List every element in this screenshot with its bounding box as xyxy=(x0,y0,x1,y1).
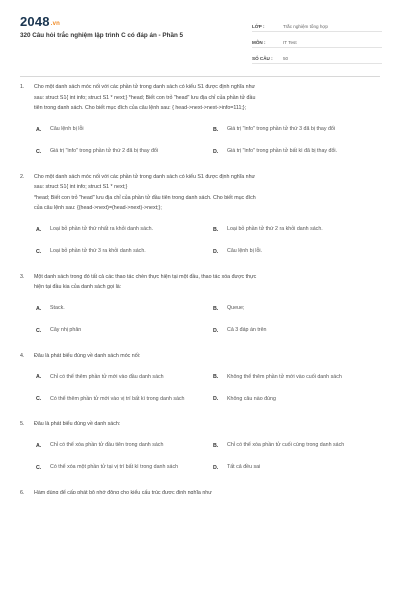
option-text: Chỉ có thể xóa phần tử cuối cùng trong danh sách xyxy=(227,442,345,448)
answer-option[interactable] xyxy=(213,390,382,408)
question-number: 5. xyxy=(20,421,25,427)
site-logo[interactable] xyxy=(20,14,60,29)
answer-option[interactable] xyxy=(36,437,205,455)
answer-option[interactable] xyxy=(213,143,382,161)
meta-label: SỐ CÂU : xyxy=(252,56,273,61)
question-text-line: hiện tại đầu kia của danh sách gọi là: xyxy=(34,284,122,290)
option-text: Queue; xyxy=(227,305,245,311)
option-letter: B. xyxy=(213,126,219,133)
option-text: Giá trị "info" trong phần tử bất kì đã bị thay đổi. xyxy=(227,148,338,154)
answer-options xyxy=(20,437,382,477)
option-text: Câu lệnh bị lỗi. xyxy=(227,248,263,254)
answer-options xyxy=(20,300,382,340)
option-text: Có thể thêm phần tử mới vào vị trí bất kì trong danh sách xyxy=(50,395,185,402)
answer-option[interactable] xyxy=(36,390,205,408)
question-stem xyxy=(20,351,382,362)
question-text-line: Hàm dùng để cấp phát bộ nhớ động cho kiểu cấu trúc được định nghĩa như xyxy=(34,489,212,494)
question-text-line: Một danh sách trong đó tất cả các thao tác chèn thực hiện tại một đầu, thao tác xóa được thực xyxy=(34,273,257,280)
option-letter: B. xyxy=(213,442,219,449)
question-number: 2. xyxy=(20,173,25,180)
question-stem xyxy=(20,488,382,494)
meta-value: 50 xyxy=(283,56,289,61)
option-letter: D. xyxy=(213,396,219,402)
answer-options xyxy=(20,368,382,408)
meta-table xyxy=(252,16,382,64)
answer-option[interactable] xyxy=(36,143,205,161)
question-4 xyxy=(20,351,382,409)
question-text xyxy=(34,419,382,430)
option-text: Không câu nào đúng xyxy=(227,395,276,402)
meta-row-count xyxy=(252,48,382,64)
option-text: Stack. xyxy=(50,305,65,311)
answer-option[interactable] xyxy=(36,221,205,239)
option-letter: D. xyxy=(213,148,219,155)
answer-option[interactable] xyxy=(213,459,382,477)
answer-option[interactable] xyxy=(36,121,205,139)
option-text: Loại bỏ phần tử thứ nhất ra khỏi danh sách. xyxy=(50,226,154,232)
question-text-line: Đâu là phát biểu đúng về danh sách: xyxy=(34,421,121,427)
answer-option[interactable] xyxy=(213,300,382,318)
answer-option[interactable] xyxy=(36,243,205,261)
answer-options xyxy=(20,221,382,261)
option-letter: D. xyxy=(213,248,219,255)
question-number: 3. xyxy=(20,273,25,280)
question-number: 4. xyxy=(20,352,25,359)
option-letter: C. xyxy=(36,327,42,334)
question-1 xyxy=(20,82,382,161)
document-title: 320 Câu hỏi trắc nghiệm lập trình C có đáp án - Phần 5 xyxy=(20,32,184,39)
option-letter: A. xyxy=(36,126,42,133)
question-text-line: của câu lệnh sau: {(head->next)=(head->next)->next;}; xyxy=(34,205,162,211)
option-letter: D. xyxy=(213,327,219,334)
option-text: Tất cả đều sai xyxy=(227,464,261,470)
logo-suffix: .vn xyxy=(50,21,61,27)
meta-row-subject xyxy=(252,32,382,48)
meta-value: Trắc nghiệm tổng hợp xyxy=(283,24,328,29)
option-letter: A. xyxy=(36,305,42,312)
meta-label: LỚP : xyxy=(252,24,265,29)
question-text-line: sau: struct S1{ int info; struct S1 * next;} xyxy=(34,184,128,190)
option-letter: B. xyxy=(213,305,219,312)
question-2 xyxy=(20,172,382,261)
question-text xyxy=(34,351,382,362)
question-text-line: tiên trong danh sách. Cho biết mục đích của câu lệnh sau: { head->next->next->info=111;}; xyxy=(34,105,247,111)
question-list xyxy=(20,82,382,505)
question-stem xyxy=(20,82,382,114)
logo-text: 2048 xyxy=(20,14,50,29)
meta-label: MÔN : xyxy=(252,40,266,45)
option-text: Cả 3 đáp án trên xyxy=(227,327,267,333)
option-text: Không thể thêm phần tử mới vào cuối danh sách xyxy=(227,373,342,380)
answer-options xyxy=(20,121,382,161)
question-text-line: Cho một danh sách móc nối với các phần tử trong danh sách có kiểu S1 được định nghĩa như xyxy=(34,84,256,90)
option-letter: B. xyxy=(213,226,219,233)
option-letter: A. xyxy=(36,442,42,449)
option-letter: C. xyxy=(36,464,42,471)
answer-option[interactable] xyxy=(213,243,382,261)
question-stem xyxy=(20,172,382,214)
answer-option[interactable] xyxy=(36,300,205,318)
question-3 xyxy=(20,272,382,340)
question-stem xyxy=(20,272,382,293)
option-text: Cây nhị phân xyxy=(50,327,82,333)
question-5 xyxy=(20,419,382,477)
answer-option[interactable] xyxy=(213,121,382,139)
question-text-line: sau: struct S1{ int info; struct S1 * next;} *head; Biết con trỏ "head" lưu địa chỉ của phần tử đầu xyxy=(34,94,256,101)
question-text xyxy=(34,172,382,214)
option-text: Giá trị "info" trong phần tử thứ 3 đã bị thay đổi xyxy=(227,126,336,132)
question-text xyxy=(34,272,382,293)
question-6 xyxy=(20,488,382,494)
answer-option[interactable] xyxy=(36,322,205,340)
question-stem xyxy=(20,419,382,430)
option-letter: D. xyxy=(213,464,219,471)
option-letter: C. xyxy=(36,248,42,255)
option-text: Câu lệnh bị lỗi xyxy=(50,126,84,132)
answer-option[interactable] xyxy=(213,437,382,455)
question-text xyxy=(34,82,382,114)
option-text: Loại bỏ phần tử thứ 2 ra khỏi danh sách. xyxy=(227,226,323,232)
option-text: Có thể xóa một phần tử tại vị trí bất kì trong danh sách xyxy=(50,464,179,470)
header-divider xyxy=(20,76,380,77)
option-letter: B. xyxy=(213,374,219,380)
question-text-line: Cho một danh sách móc nối với các phần tử trong danh sách có kiểu S1 được định nghĩa như xyxy=(34,173,256,180)
answer-option[interactable] xyxy=(36,368,205,386)
meta-value: IT Test xyxy=(283,40,297,45)
option-text: Loại bỏ phần tử thứ 3 ra khỏi danh sách. xyxy=(50,248,146,254)
option-text: Chỉ có thể xóa phần tử đầu tiên trong danh sách xyxy=(50,442,164,448)
meta-row-class xyxy=(252,16,382,32)
option-letter: A. xyxy=(36,374,42,380)
answer-option[interactable] xyxy=(36,459,205,477)
answer-option[interactable] xyxy=(213,368,382,386)
question-number: 6. xyxy=(20,489,25,494)
option-text: Chỉ có thể thêm phần tử mới vào đầu danh sách xyxy=(50,373,164,380)
answer-option[interactable] xyxy=(213,221,382,239)
option-letter: C. xyxy=(36,148,42,155)
option-text: Giá trị "info" trong phần tử thứ 2 đã bị thay đổi xyxy=(50,148,159,154)
answer-option[interactable] xyxy=(213,322,382,340)
option-letter: C. xyxy=(36,396,42,402)
question-number: 1. xyxy=(20,84,25,90)
question-text xyxy=(34,488,382,494)
option-letter: A. xyxy=(36,226,42,233)
question-text-line: *head; Biết con trỏ "head" lưu địa chỉ của phần tử đầu tiên trong danh sách. Cho biết mục đích xyxy=(34,194,256,201)
question-text-line: Đâu là phát biểu đúng về danh sách móc nối: xyxy=(34,352,141,359)
document-header xyxy=(0,0,400,66)
